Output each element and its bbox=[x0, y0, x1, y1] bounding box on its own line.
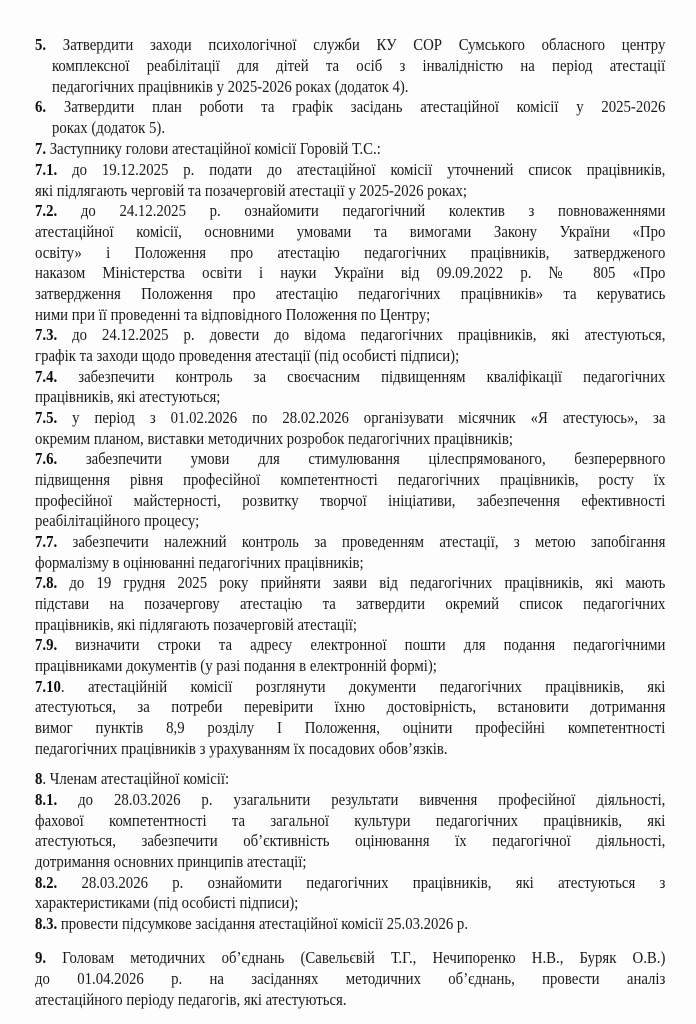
item-number: 8.2. bbox=[35, 873, 58, 892]
item-7-1-line-1: 7.1. до 19.12.2025 р. подати до атестаційної комісії уточнений список працівників, bbox=[35, 160, 666, 179]
item-7-2-line-2: атестаційної комісії, основними умовами та вимогами Закону України «Про bbox=[35, 222, 666, 241]
item-7-9-line-2: працівниками документів (у разі подання в електронній формі); bbox=[35, 656, 437, 675]
item-7-5-line-2: окремим планом, виставки методичних розробок педагогічних працівників; bbox=[35, 429, 513, 448]
item-number: 7.5. bbox=[35, 408, 58, 427]
item-6-line-1: 6. Затвердити план роботи та графік засідань атестаційної комісії у 2025-2026 bbox=[35, 97, 666, 116]
item-9-line-1: 9. Головам методичних об’єднань (Савельєвій Т.Г., Нечипоренко Н.В., Буряк О.В.) bbox=[35, 948, 666, 967]
item-5-line-1: 5. Затвердити заходи психологічної служби КУ СОР Сумського обласного центру bbox=[35, 35, 666, 54]
item-number: 7.6. bbox=[35, 449, 58, 468]
item-7-6-line-3: професійної майстерності, розвитку творчої ініціативи, забезпечення ефективності bbox=[35, 491, 666, 510]
item-9-line-2: до 01.04.2026 р. на засіданнях методичних об’єднань, провести аналіз bbox=[35, 969, 666, 988]
item-7-10-line-2: атестуються, за потреби перевірити їхню достовірність, встановити дотримання bbox=[35, 697, 666, 716]
item-7-10-line-3: вимог пунктів 8,9 розділу І Положення, оцінити професійні компетентності bbox=[35, 718, 666, 737]
item-7-line-1: 7. Заступнику голови атестаційної комісії Горовій Т.С.: bbox=[35, 139, 381, 158]
item-number: 8.3. bbox=[35, 914, 58, 933]
item-number: 5. bbox=[35, 35, 47, 54]
item-8-1-line-2: фахової компетентності та загальної культури педагогічних працівників, які bbox=[35, 811, 666, 830]
item-number: 6. bbox=[35, 97, 47, 116]
item-number: 7.1. bbox=[35, 160, 58, 179]
item-number: 8.1. bbox=[35, 790, 58, 809]
item-number: 7.7. bbox=[35, 532, 58, 551]
item-8-1-line-4: дотримання основних принципів атестації; bbox=[35, 852, 307, 871]
item-7-2-line-1: 7.2. до 24.12.2025 р. ознайомити педагогічний колектив з повноваженнями bbox=[35, 201, 666, 220]
item-7-8-line-3: працівників, які підлягають позачерговій атестації; bbox=[35, 615, 358, 634]
item-7-2-line-5: затвердження Положення про атестацію педагогічних працівників» та керуватись bbox=[35, 284, 666, 303]
item-7-10-line-1: 7.10. атестаційній комісії розглянути документи педагогічних працівників, які bbox=[35, 677, 666, 696]
item-6-line-2: роках (додаток 5). bbox=[52, 118, 166, 137]
item-number: 7.9. bbox=[35, 635, 58, 654]
item-7-7-line-1: 7.7. забезпечити належний контроль за проведенням атестації, з метою запобігання bbox=[35, 532, 666, 551]
item-7-3-line-2: графік та заходи щодо проведення атестації (під особисті підписи); bbox=[35, 346, 460, 365]
item-number: 7.2. bbox=[35, 201, 58, 220]
item-7-2-line-4: наказом Міністерства освіти і науки України від 09.09.2022 р. № 805 «Про bbox=[35, 263, 666, 282]
item-number: 7. bbox=[35, 139, 47, 158]
item-5-line-2: комплексної реабілітації для дітей та осіб з інвалідністю на період атестації bbox=[52, 56, 666, 75]
item-5-line-3: педагогічних працівників у 2025-2026 роках (додаток 4). bbox=[52, 77, 409, 96]
item-8-1-line-1: 8.1. до 28.03.2026 р. узагальнити результати вивчення професійної діяльності, bbox=[35, 790, 666, 809]
item-7-9-line-1: 7.9. визначити строки та адресу електронної пошти для подання педагогічними bbox=[35, 635, 666, 654]
item-7-10-line-4: педагогічних працівників з урахуванням їх посадових обов’язків. bbox=[35, 739, 448, 758]
item-7-8-line-1: 7.8. до 19 грудня 2025 року прийняти заяви від педагогічних працівників, які мають bbox=[35, 573, 666, 592]
item-number: 7.8. bbox=[35, 573, 58, 592]
item-7-1-line-2: які підлягають черговій та позачерговій атестації у 2025-2026 роках; bbox=[35, 181, 467, 200]
item-7-4-line-2: працівників, які атестуються; bbox=[35, 387, 221, 406]
item-7-2-line-6: ними при її проведенні та відповідного Положення по Центру; bbox=[35, 305, 431, 324]
item-9-line-3: атестаційного періоду педагогів, які атестуються. bbox=[35, 990, 347, 1009]
item-7-3-line-1: 7.3. до 24.12.2025 р. довести до відома педагогічних працівників, які атестуються, bbox=[35, 325, 666, 344]
item-number: 8 bbox=[35, 769, 43, 788]
item-8-3-line-1: 8.3. провести підсумкове засідання атестаційної комісії 25.03.2026 р. bbox=[35, 914, 469, 933]
item-8-2-line-2: характеристиками (під особисті підписи); bbox=[35, 893, 299, 912]
item-number: 7.10 bbox=[35, 677, 61, 696]
item-8-1-line-3: атестуються, забезпечити об’єктивність оцінювання їх педагогічної діяльності, bbox=[35, 831, 666, 850]
item-7-6-line-4: реабілітаційного процесу; bbox=[35, 511, 200, 530]
item-7-6-line-1: 7.6. забезпечити умови для стимулювання цілеспрямованого, безперервного bbox=[35, 449, 666, 468]
item-7-2-line-3: освіту» і Положення про атестацію педагогічних працівників, затвердженого bbox=[35, 243, 666, 262]
item-8-line-1: 8. Членам атестаційної комісії: bbox=[35, 769, 230, 788]
item-number: 7.3. bbox=[35, 325, 58, 344]
item-number: 9. bbox=[35, 948, 47, 967]
item-number: 7.4. bbox=[35, 367, 58, 386]
item-7-7-line-2: формалізму в оцінюванні педагогічних працівників; bbox=[35, 553, 364, 572]
item-8-2-line-1: 8.2. 28.03.2026 р. ознайомити педагогічних працівників, які атестуються з bbox=[35, 873, 666, 892]
item-7-6-line-2: підвищення рівня професійної компетентності педагогічних працівників, росту їх bbox=[35, 470, 666, 489]
item-7-4-line-1: 7.4. забезпечити контроль за своєчасним підвищенням кваліфікації педагогічних bbox=[35, 367, 666, 386]
item-7-8-line-2: підстави на позачергову атестацію та затвердити окремий список педагогічних bbox=[35, 594, 666, 613]
item-7-5-line-1: 7.5. у період з 01.02.2026 по 28.02.2026 організувати місячник «Я атестуюсь», за bbox=[35, 408, 666, 427]
